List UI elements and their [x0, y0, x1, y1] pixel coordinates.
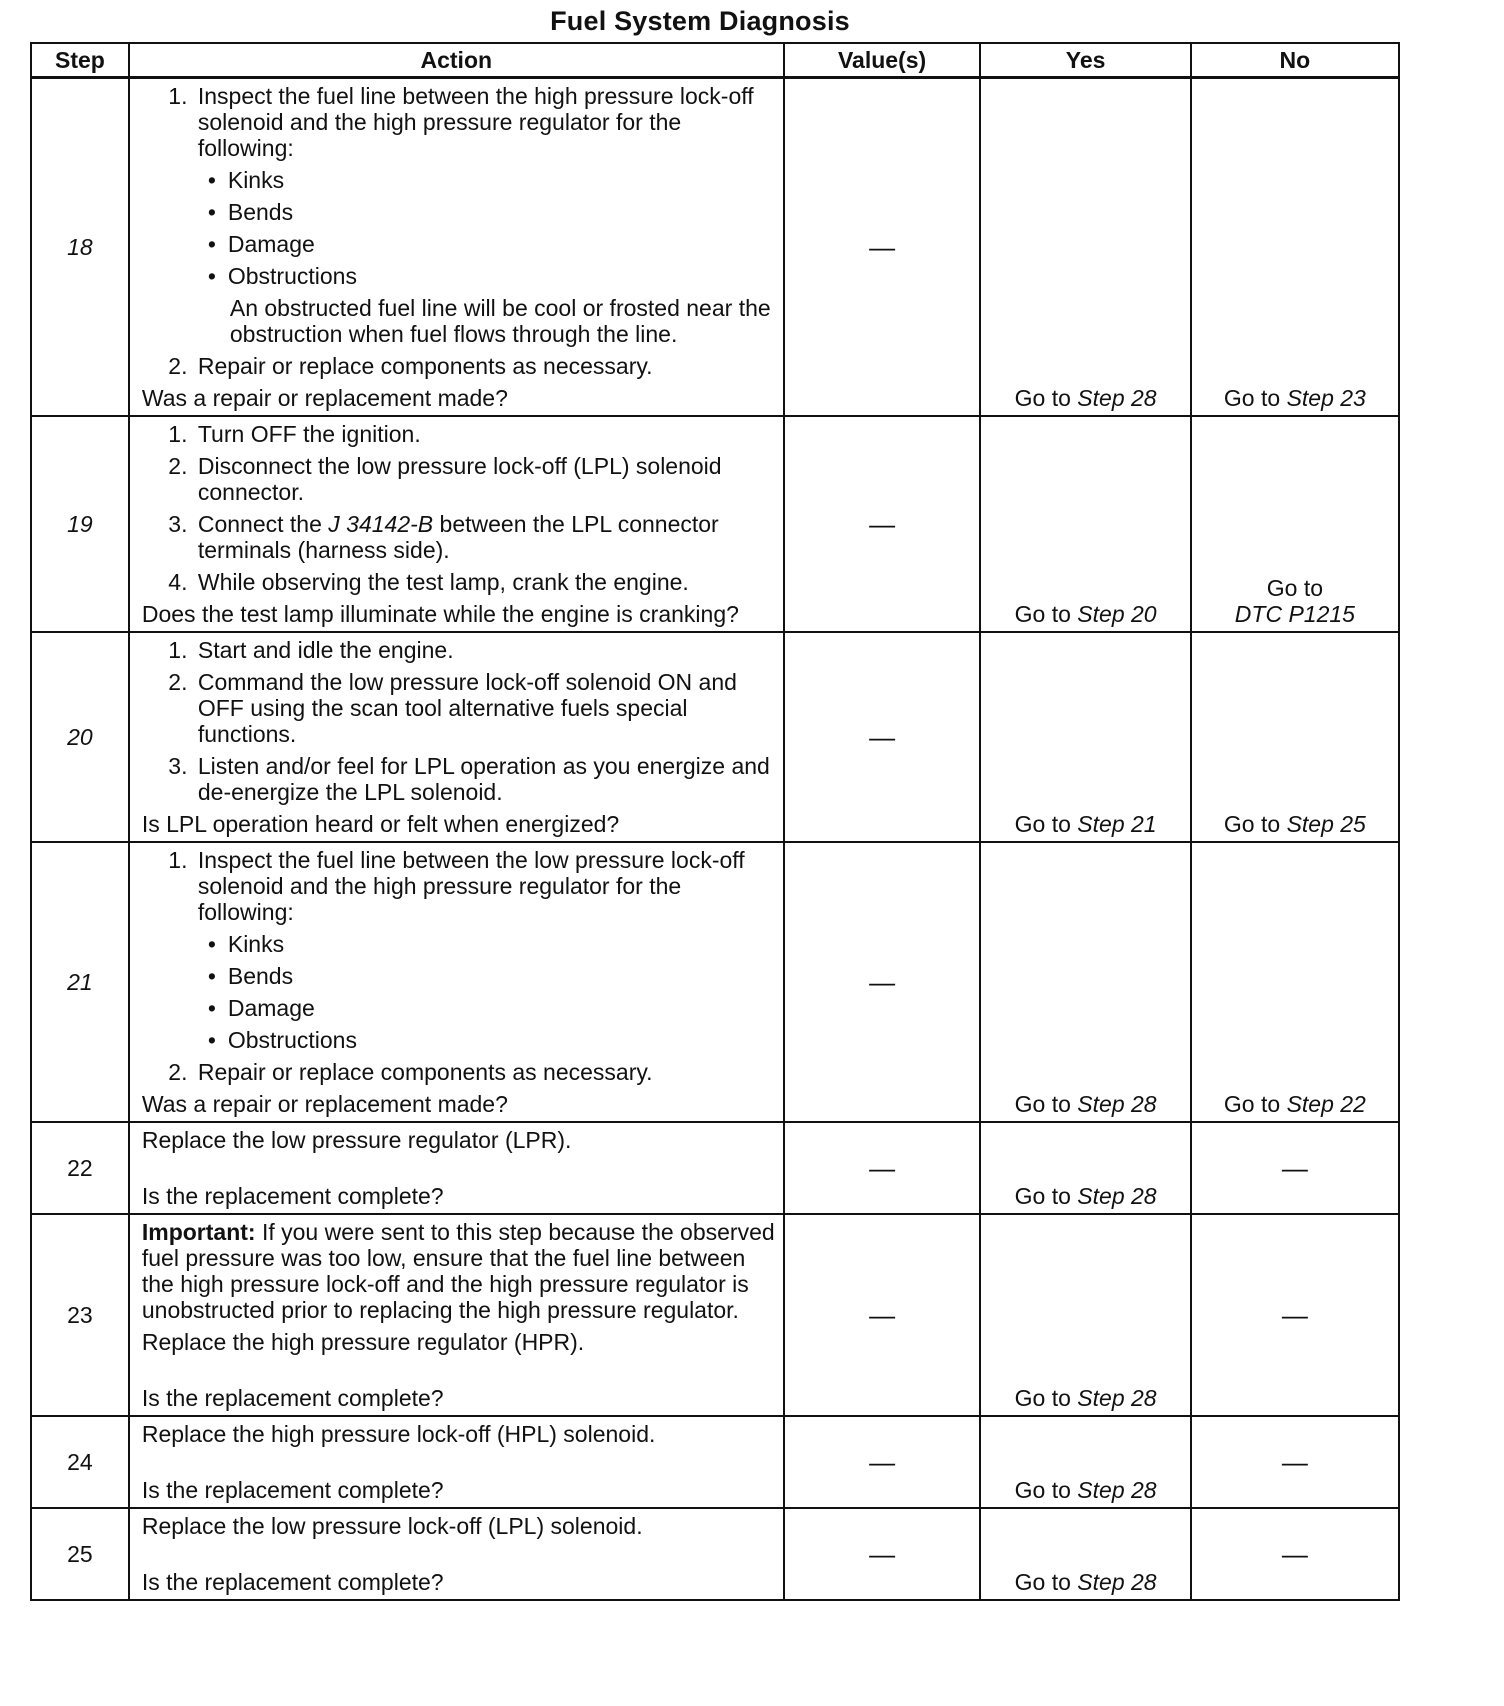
step-number: 23	[31, 1214, 129, 1416]
important-note: Important: If you were sent to this step because the observed fuel pressure was too low, ensure that the fuel line between the high pressure lock-off and the high pressure regulator is unobstructed prior to replacing the high pressure regulator.	[141, 1219, 775, 1323]
question-text: Was a repair or replacement made?	[141, 1091, 508, 1117]
question-text: Is the replacement complete?	[141, 1477, 444, 1503]
value-cell: —	[784, 1122, 981, 1214]
action-cell	[129, 1122, 784, 1214]
list-item: 2. Repair or replace components as necessary.	[194, 353, 777, 379]
list-item: 3. Listen and/or feel for LPL operation as you energize and de-energize the LPL solenoid.	[194, 753, 777, 805]
question-text: Is the replacement complete?	[141, 1183, 444, 1209]
header-values: Value(s)	[784, 43, 981, 78]
page-title: Fuel System Diagnosis	[550, 6, 850, 36]
action-cell	[129, 842, 784, 1122]
list-item: • Damage	[228, 231, 777, 257]
list-item: 3. Connect the J 34142-B between the LPL connector terminals (harness side).	[194, 511, 777, 563]
table-row	[31, 842, 1399, 1122]
list-item: • Bends	[228, 963, 777, 989]
header-step: Step	[31, 43, 129, 78]
bullet-list	[198, 931, 777, 1053]
action-cell	[129, 1508, 784, 1600]
table-row	[31, 1508, 1399, 1600]
bullet-list	[198, 167, 777, 289]
list-item: • Bends	[228, 199, 777, 225]
step-number: 24	[31, 1416, 129, 1508]
value-cell: —	[784, 1508, 981, 1600]
value-cell: —	[784, 632, 981, 842]
table-row	[31, 416, 1399, 632]
table-row	[31, 1214, 1399, 1416]
yes-cell: Go to Step 28	[980, 1508, 1190, 1600]
step-number: 19	[31, 416, 129, 632]
action-cell	[129, 1214, 784, 1416]
list-item: 2. Disconnect the low pressure lock-off (LPL) solenoid connector.	[194, 453, 777, 505]
step-list	[142, 421, 777, 595]
no-cell: —	[1191, 1214, 1399, 1416]
no-cell: —	[1191, 1508, 1399, 1600]
no-cell: —	[1191, 1122, 1399, 1214]
list-item: • Obstructions	[228, 1027, 777, 1053]
action-cell	[129, 632, 784, 842]
no-cell: Go to Step 22	[1191, 842, 1399, 1122]
list-item: 1. Inspect the fuel line between the high pressure lock-off solenoid and the high pressure regulator for the following: • Kinks • Bends • Damage • Obstructions An obstructed fuel line will be cool or frosted near the obstruction when fuel flows through the line.	[194, 83, 777, 347]
value-cell: —	[784, 416, 981, 632]
value-cell: —	[784, 78, 981, 417]
header-row	[31, 43, 1399, 78]
question-text: Is the replacement complete?	[141, 1385, 444, 1411]
step-number: 21	[31, 842, 129, 1122]
table-row	[31, 1122, 1399, 1214]
step-number: 25	[31, 1508, 129, 1600]
list-item: • Kinks	[228, 167, 777, 193]
yes-cell: Go to Step 28	[980, 1122, 1190, 1214]
question-text: Does the test lamp illuminate while the engine is cranking?	[141, 601, 739, 627]
tool-number: J 34142-B	[328, 511, 434, 537]
step-number: 22	[31, 1122, 129, 1214]
yes-cell: Go to Step 21	[980, 632, 1190, 842]
action-text: Replace the low pressure regulator (LPR).	[141, 1127, 572, 1153]
note-text: An obstructed fuel line will be cool or frosted near the obstruction when fuel flows through the line.	[229, 295, 771, 347]
no-cell: —	[1191, 1416, 1399, 1508]
list-item: 1. Turn OFF the ignition.	[194, 421, 777, 447]
table-row	[31, 78, 1399, 417]
table-row	[31, 632, 1399, 842]
no-cell: Go to Step 25	[1191, 632, 1399, 842]
action-text: Replace the high pressure regulator (HPR).	[141, 1329, 585, 1355]
step-number: 20	[31, 632, 129, 842]
list-item: 1. Inspect the fuel line between the low pressure lock-off solenoid and the high pressure regulator for the following: • Kinks • Bends • Damage • Obstructions	[194, 847, 777, 1053]
yes-cell: Go to Step 28	[980, 78, 1190, 417]
no-cell: Go to Step 23	[1191, 78, 1399, 417]
value-cell: —	[784, 842, 981, 1122]
important-label: Important:	[141, 1219, 256, 1245]
list-item: • Kinks	[228, 931, 777, 957]
header-action: Action	[129, 43, 784, 78]
step-list	[142, 847, 777, 1085]
list-item: • Damage	[228, 995, 777, 1021]
list-item: 2. Repair or replace components as necessary.	[194, 1059, 777, 1085]
action-cell	[129, 1416, 784, 1508]
action-cell	[129, 78, 784, 417]
action-cell	[129, 416, 784, 632]
value-cell: —	[784, 1214, 981, 1416]
list-item: 1. Start and idle the engine.	[194, 637, 777, 663]
action-text: Replace the high pressure lock-off (HPL) solenoid.	[141, 1421, 656, 1447]
yes-cell: Go to Step 28	[980, 1214, 1190, 1416]
header-no: No	[1191, 43, 1399, 78]
yes-cell: Go to Step 28	[980, 842, 1190, 1122]
yes-cell: Go to Step 28	[980, 1416, 1190, 1508]
yes-cell: Go to Step 20	[980, 416, 1190, 632]
question-text: Is the replacement complete?	[141, 1569, 444, 1595]
table-row	[31, 1416, 1399, 1508]
step-list	[142, 83, 777, 379]
action-text: Replace the low pressure lock-off (LPL) solenoid.	[141, 1513, 643, 1539]
list-item: • Obstructions	[228, 263, 777, 289]
step-number: 18	[31, 78, 129, 417]
step-list	[142, 637, 777, 805]
no-cell: Go to DTC P1215	[1191, 416, 1399, 632]
value-cell: —	[784, 1416, 981, 1508]
list-item: 4. While observing the test lamp, crank the engine.	[194, 569, 777, 595]
question-text: Is LPL operation heard or felt when energized?	[141, 811, 620, 837]
list-item: 2. Command the low pressure lock-off solenoid ON and OFF using the scan tool alternative fuels special functions.	[194, 669, 777, 747]
question-text: Was a repair or replacement made?	[141, 385, 508, 411]
diagnosis-table	[30, 42, 1400, 1601]
header-yes: Yes	[980, 43, 1190, 78]
